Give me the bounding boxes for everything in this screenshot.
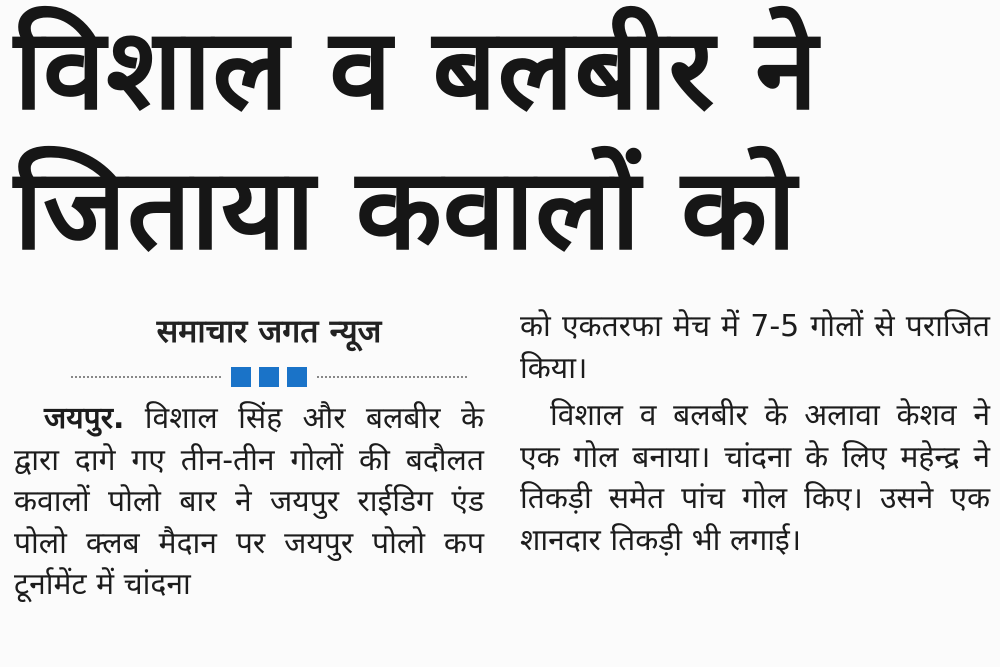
square-bullet <box>287 367 307 387</box>
headline-line-1: विशाल व बलबीर ने <box>14 5 819 135</box>
dotted-rule-right <box>317 376 467 378</box>
article-paragraph-1-continued: को एकतरफा मेच में 7-5 गोलों से पराजित किया। <box>520 309 990 386</box>
dotted-rule-left <box>71 376 221 378</box>
article-column-left <box>14 306 484 606</box>
article-column-right <box>520 306 990 561</box>
byline: समाचार जगत न्यूज <box>156 312 382 350</box>
headline <box>14 0 989 280</box>
square-bullet <box>259 367 279 387</box>
article-paragraph-1 <box>14 398 484 606</box>
paragraph-1-text: विशाल सिंह और बलबीर के द्वारा दागे गए तीन-तीन गोलों की बदौलत कवालों पोलो बार ने जयपुर राईडिग एंड पोलो क्लब मैदान पर जयपुर पोलो कप टूर्नामेंट में चांदना <box>14 401 484 602</box>
byline-ornament <box>54 364 484 390</box>
square-bullet <box>231 367 251 387</box>
headline-line-2: जिताया कवालों को <box>14 145 798 275</box>
article-paragraph-2: विशाल व बलबीर के अलावा केशव ने एक गोल बनाया। चांदना के लिए महेन्द्र ने तिकड़ी समेत पांच गोल किए। उसने एक शानदार तिकड़ी भी लगाई। <box>520 398 990 558</box>
square-bullets <box>231 367 307 387</box>
dateline: जयपुर. <box>44 401 125 436</box>
